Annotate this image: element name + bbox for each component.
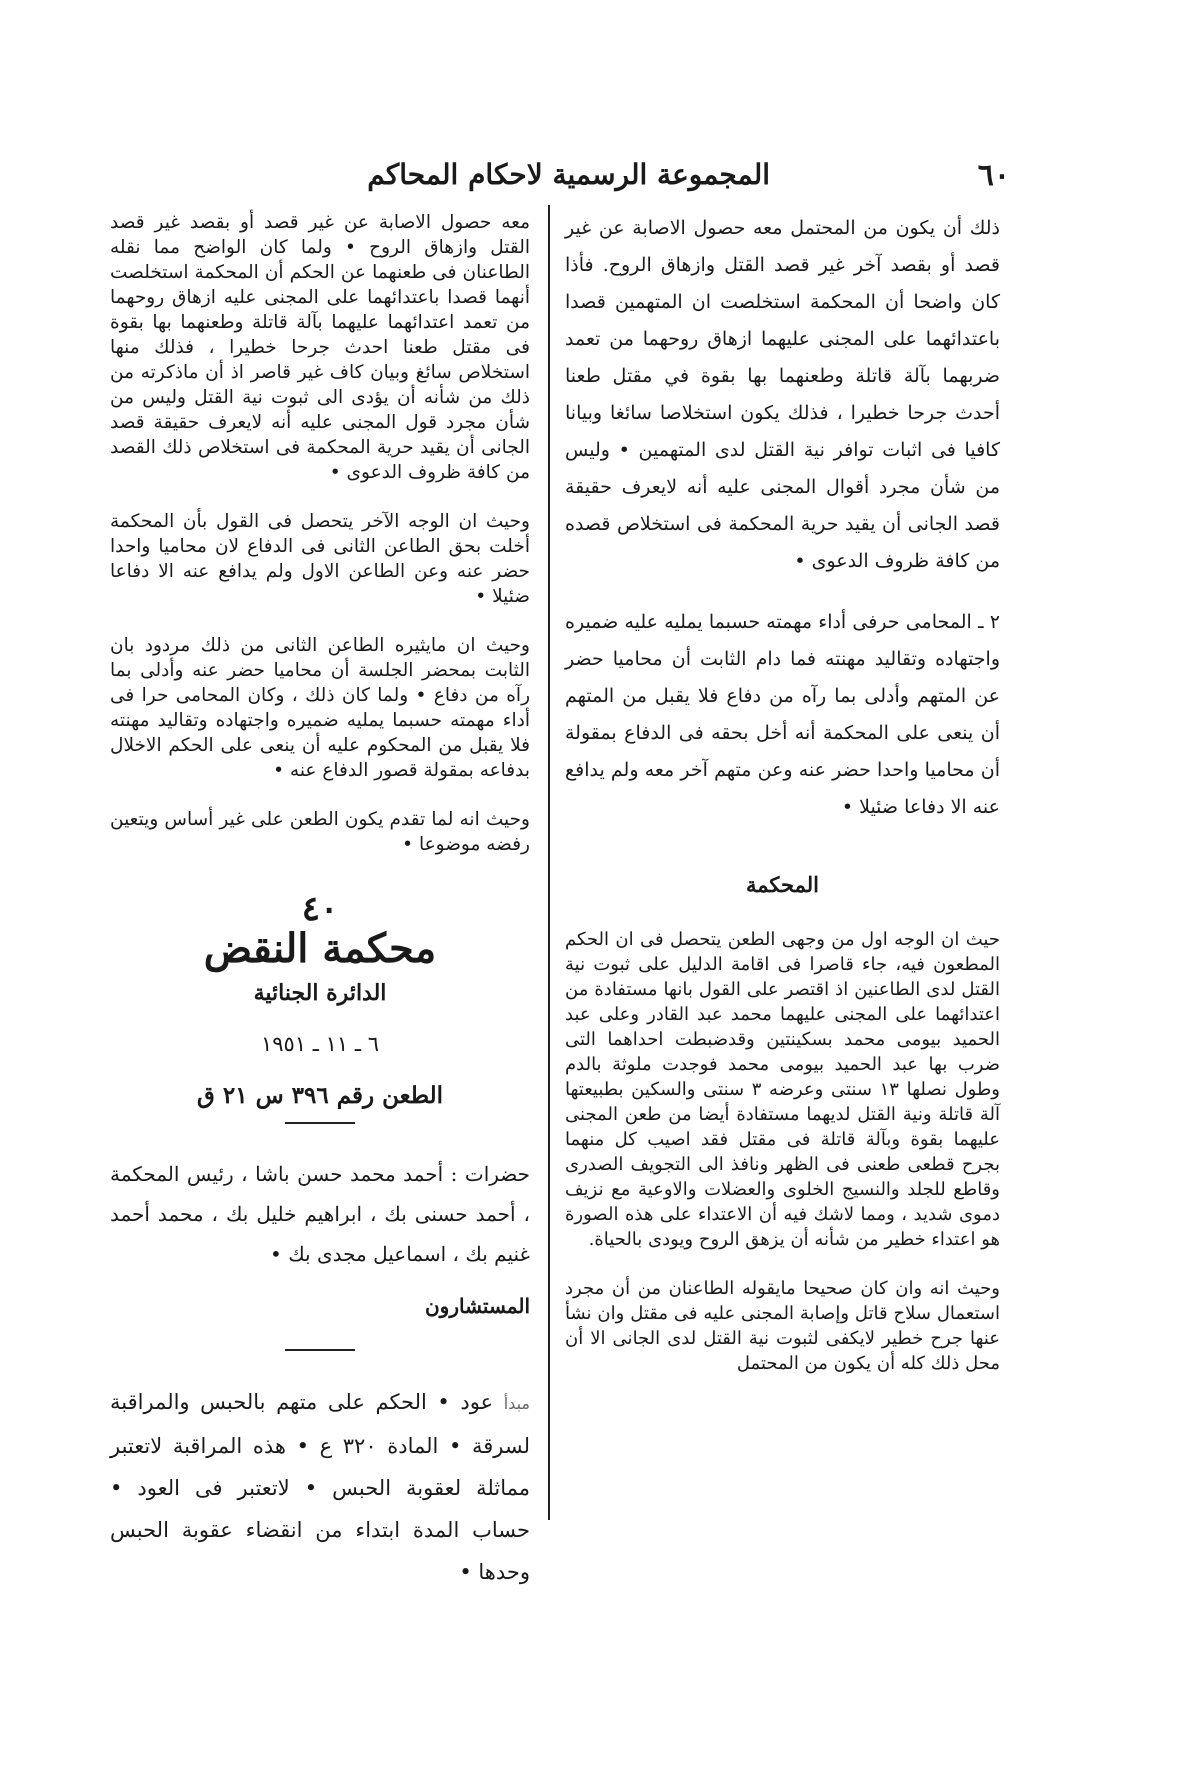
paragraph: وحيث ان الوجه الآخر يتحصل فى القول بأن المحكمة أخلت بحق الطاعن الثانى فى الدفاع لان محاميا واحدا حضر عنه وعن الطاعن الاول ولم يدافع عنه الا دفاعا ضئيلا • <box>110 511 530 607</box>
paragraph: معه حصول الاصابة عن غير قصد أو بقصد غير قصد القتل وازهاق الروح • ولما كان الواضح مما نقله الطاعنان فى طعنهما عن الحكم أن المحكمة استخلصت أنهما قصدا باعتدائهما على المجنى عليه ازهاق روحهما من تعمد اعتدائهما عليهما بآلة قاتلة وطعنهما بها بقوة فى مقتل طعنا احدث جرحا خطيرا ، فذلك منها استخلاص سائغ وبيان كاف غير قاصر اذ أن ماذكرته من ذلك من شأنه أن يؤدى الى ثبوت نية القتل وليس من شأن مجرد قول المجنى عليه أنه لايعرف حقيقة قصد الجانى أن يقيد حرية المحكمة فى استخلاص ذلك القصد من كافة ظروف الدعوى • <box>110 212 530 483</box>
paragraph: وحيث انه وان كان صحيحا مايقوله الطاعنان من أن مجرد استعمال سلاح قاتل وإصابة المجنى عليه فى مقتل وان نشأ عنها جرح خطير لايكفى لثبوت نية القتل لدى الجانى الا أن محل ذلك كله أن يكون من المحتمل <box>565 1278 1000 1374</box>
page-number: ٦٠ <box>977 158 1010 193</box>
right-column <box>565 210 1000 1400</box>
case-summary <box>110 1381 530 1593</box>
principle-2: ٢ ـ المحامى حرفى أداء مهمته حسبما يمليه عليه ضميره واجتهاده وتقاليد مهنته فما دام الثابت أن محاميا حضر عن المتهم وأدلى بما رآه من دفاع فلا يقبل من المتهم أن ينعى على المحكمة أنه أخل بحقه فى الدفاع بمقولة أن محاميا واحدا حضر عنه وعن متهم آخر معه ولم يدافع عنه الا دفاعا ضئيلا • <box>565 611 1000 818</box>
divider <box>285 1122 355 1124</box>
running-title: المجموعة الرسمية لاحكام المحاكم <box>367 158 770 191</box>
column-divider <box>548 205 550 1520</box>
advisors-label: المستشارون <box>424 1294 530 1318</box>
appeal-number: الطعن رقم ٣٩٦ س ٢١ ق <box>196 1082 444 1109</box>
case-number: ٤٠ <box>301 889 339 929</box>
paragraph: وحيث ان مايثيره الطاعن الثانى من ذلك مردود بان الثابت بمحضر الجلسة أن محاميا حضر عنه وأدلى بما رآه من دفاع • ولما كان ذلك ، وكان المحامى حرا فى أداء مهمته حسبما يمليه ضميره واجتهاده وتقاليد مهنته فلا يقبل من المحكوم عليه أن ينعى على الحكم الاخلال بدفاعه بمقولة قصور الدفاع عنه • <box>110 635 530 781</box>
margin-note: مبدأ <box>503 1394 530 1413</box>
chamber: الدائرة الجنائية <box>253 980 387 1006</box>
case-header <box>110 889 530 1124</box>
court-name: محكمة النقض <box>203 925 437 972</box>
left-column <box>110 210 530 1593</box>
paragraph: حيث ان الوجه اول من وجهى الطعن يتحصل فى ان الحكم المطعون فيه، جاء قاصرا فى اقامة الدليل على ثبوت نية القتل لدى الطاعنين اذ اقتصر على القول بانها مستفادة من اعتدائهما على المجنى عليهما محمد عبد القادر وعلى عبد الحميد بيومى محمد بسكينتين وقدضبطت احداهما التى ضرب بها عبد الحميد بيومى محمد فوجدت ملوثة بالدم وطول نصلها ١٣ سنتى وعرضه ٣ سنتى والسكين بطبيعتها آلة قاتلة ونية القتل لديهما مستفادة أيضا من طعن المجنى عليهما بقوة وبآلة قاتلة فى مقتل فقد اصيب كل منهما بجرح قطعى طعنى فى الظهر ونافذ الى التجويف الصدرى وقاطع للجلد والنسيج الخلوى والعضلات والاوعية مع نزيف دموى شديد ، ومما لاشك فيه أن الاعتداء على هذه الصورة هو اعتداء خطير من شأنه أن يزهق الروح ويودى بالحياة. <box>565 929 1000 1250</box>
session-date: ٦ ـ ١١ ـ ١٩٥١ <box>261 1032 379 1056</box>
page-header <box>110 158 1010 202</box>
paragraph: وحيث انه لما تقدم يكون الطعن على غير أساس ويتعين رفضه موضوعا • <box>110 809 530 855</box>
divider <box>285 1349 355 1351</box>
judges-present: حضرات : أحمد محمد حسن باشا ، رئيس المحكمة ، أحمد حسنى بك ، ابراهيم خليل بك ، محمد أحمد غنيم بك ، اسماعيل مجدى بك • <box>110 1162 530 1266</box>
court-heading: المحكمة <box>746 872 819 897</box>
paragraph: ذلك أن يكون من المحتمل معه حصول الاصابة عن غير قصد أو بقصد آخر غير قصد القتل وازهاق الروح. فأذا كان واضحا أن المحكمة استخلصت ان المتهمين قصدا باعتدائهما على المجنى عليهما ازهاق روحهما من تعمد ضربهما بآلة قاتلة وطعنهما بها بقوة في مقتل طعنا أحدث جرحا خطيرا ، فذلك يكون استخلاصا سائغا وبيانا كافيا فى اثبات توافر نية القتل لدى المتهمين • وليس من شأن مجرد أقوال المجنى عليه أنه لايعرف حقيقة قصد الجانى أن يقيد حرية المحكمة فى استخلاص قصده من كافة ظروف الدعوى • <box>565 217 1000 572</box>
summary-text: عود • الحكم على متهم بالحبس والمراقبة لسرقة • المادة ٣٢٠ ع • هذه المراقبة لاتعتبر مماثلة لعقوبة الحبس • لاتعتبر فى العود • حساب المدة ابتداء من انقضاء عقوبة الحبس وحدها • <box>110 1390 530 1584</box>
